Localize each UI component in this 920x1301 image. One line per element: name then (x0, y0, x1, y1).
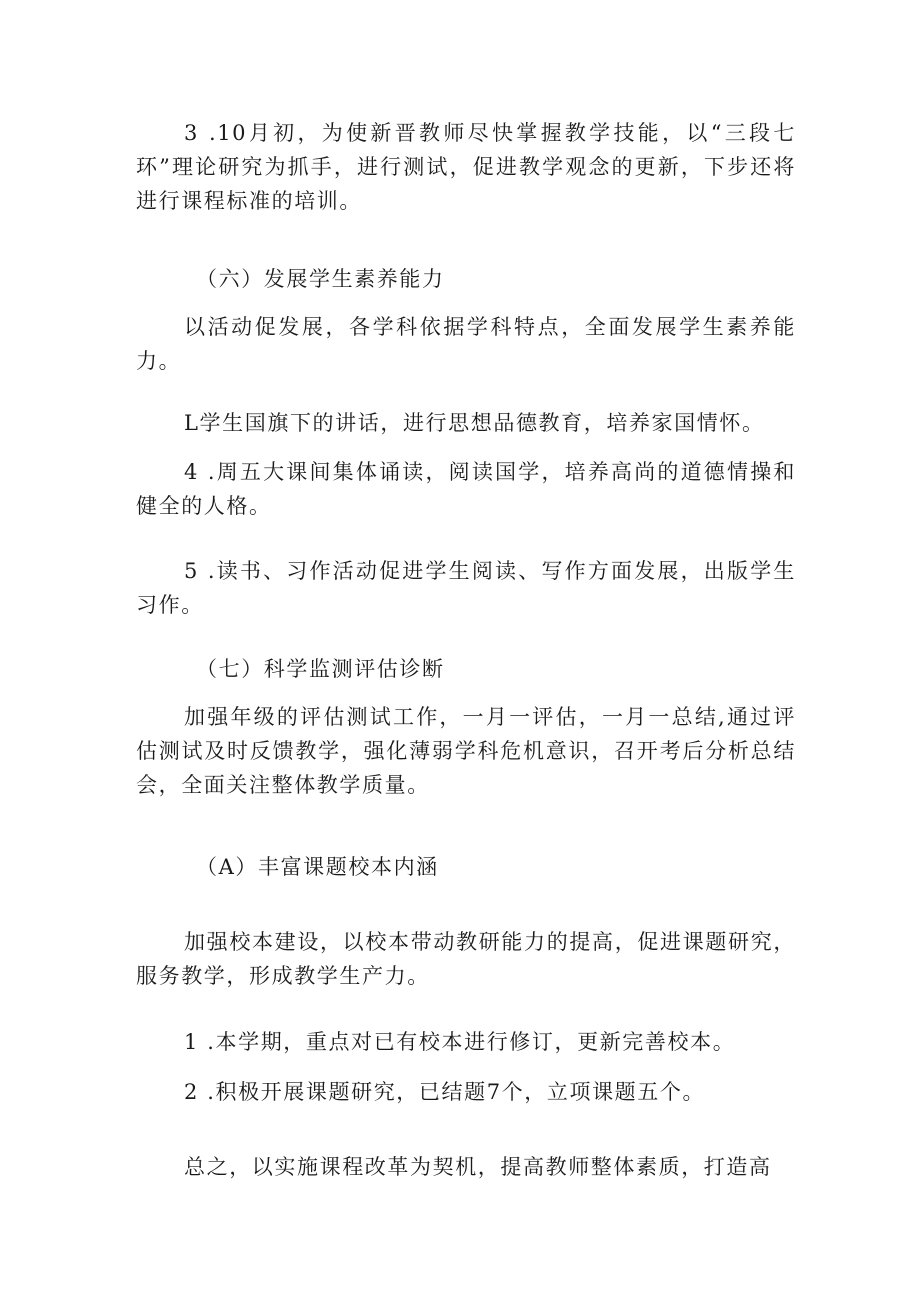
section-heading-7: （七）科学监测评估诊断 (196, 657, 445, 681)
paragraph-intro-8: 加强校本建设，以校本带动教研能力的提高，促进课题研究，服务教学，形成教学生产力。 (136, 930, 796, 988)
paragraph-intro-6: 以活动促发展，各学科依据学科特点，全面发展学生素养能力。 (136, 315, 796, 373)
paragraph-item-3: 3 .10月初，为使新晋教师尽快掌握教学技能，以“三段七环”理论研究为抓手，进行测试，促进教学观念的更新，下步还将进行课程标准的培训。 (136, 121, 796, 213)
paragraph-item-5: 5 .读书、习作活动促进学生阅读、写作方面发展，出版学生习作。 (136, 559, 796, 617)
paragraph-item-4: 4 .周五大课间集体诵读，阅读国学，培养高尚的道德情操和健全的人格。 (136, 460, 796, 518)
paragraph-summary: 总之，以实施课程改革为契机，提高教师整体素质，打造高 (184, 1155, 772, 1179)
section-heading-8: （A）丰富课题校本内涵 (196, 855, 439, 879)
paragraph-item-1: 1 .本学期，重点对已有校本进行修订，更新完善校本。 (184, 1030, 736, 1054)
section-heading-6: （六）发展学生素养能力 (196, 267, 445, 291)
paragraph-intro-7: 加强年级的评估测试工作，一月一评估，一月一总结,通过评估测试及时反馈教学，强化薄弱学科危机意识，召开考后分析总结会，全面关注整体教学质量。 (136, 705, 796, 797)
paragraph-item-2: 2 .积极开展课题研究，已结题7个，立项课题五个。 (184, 1080, 706, 1104)
paragraph-item-l: L学生国旗下的讲话，进行思想品德教育，培养家国情怀。 (184, 411, 765, 435)
